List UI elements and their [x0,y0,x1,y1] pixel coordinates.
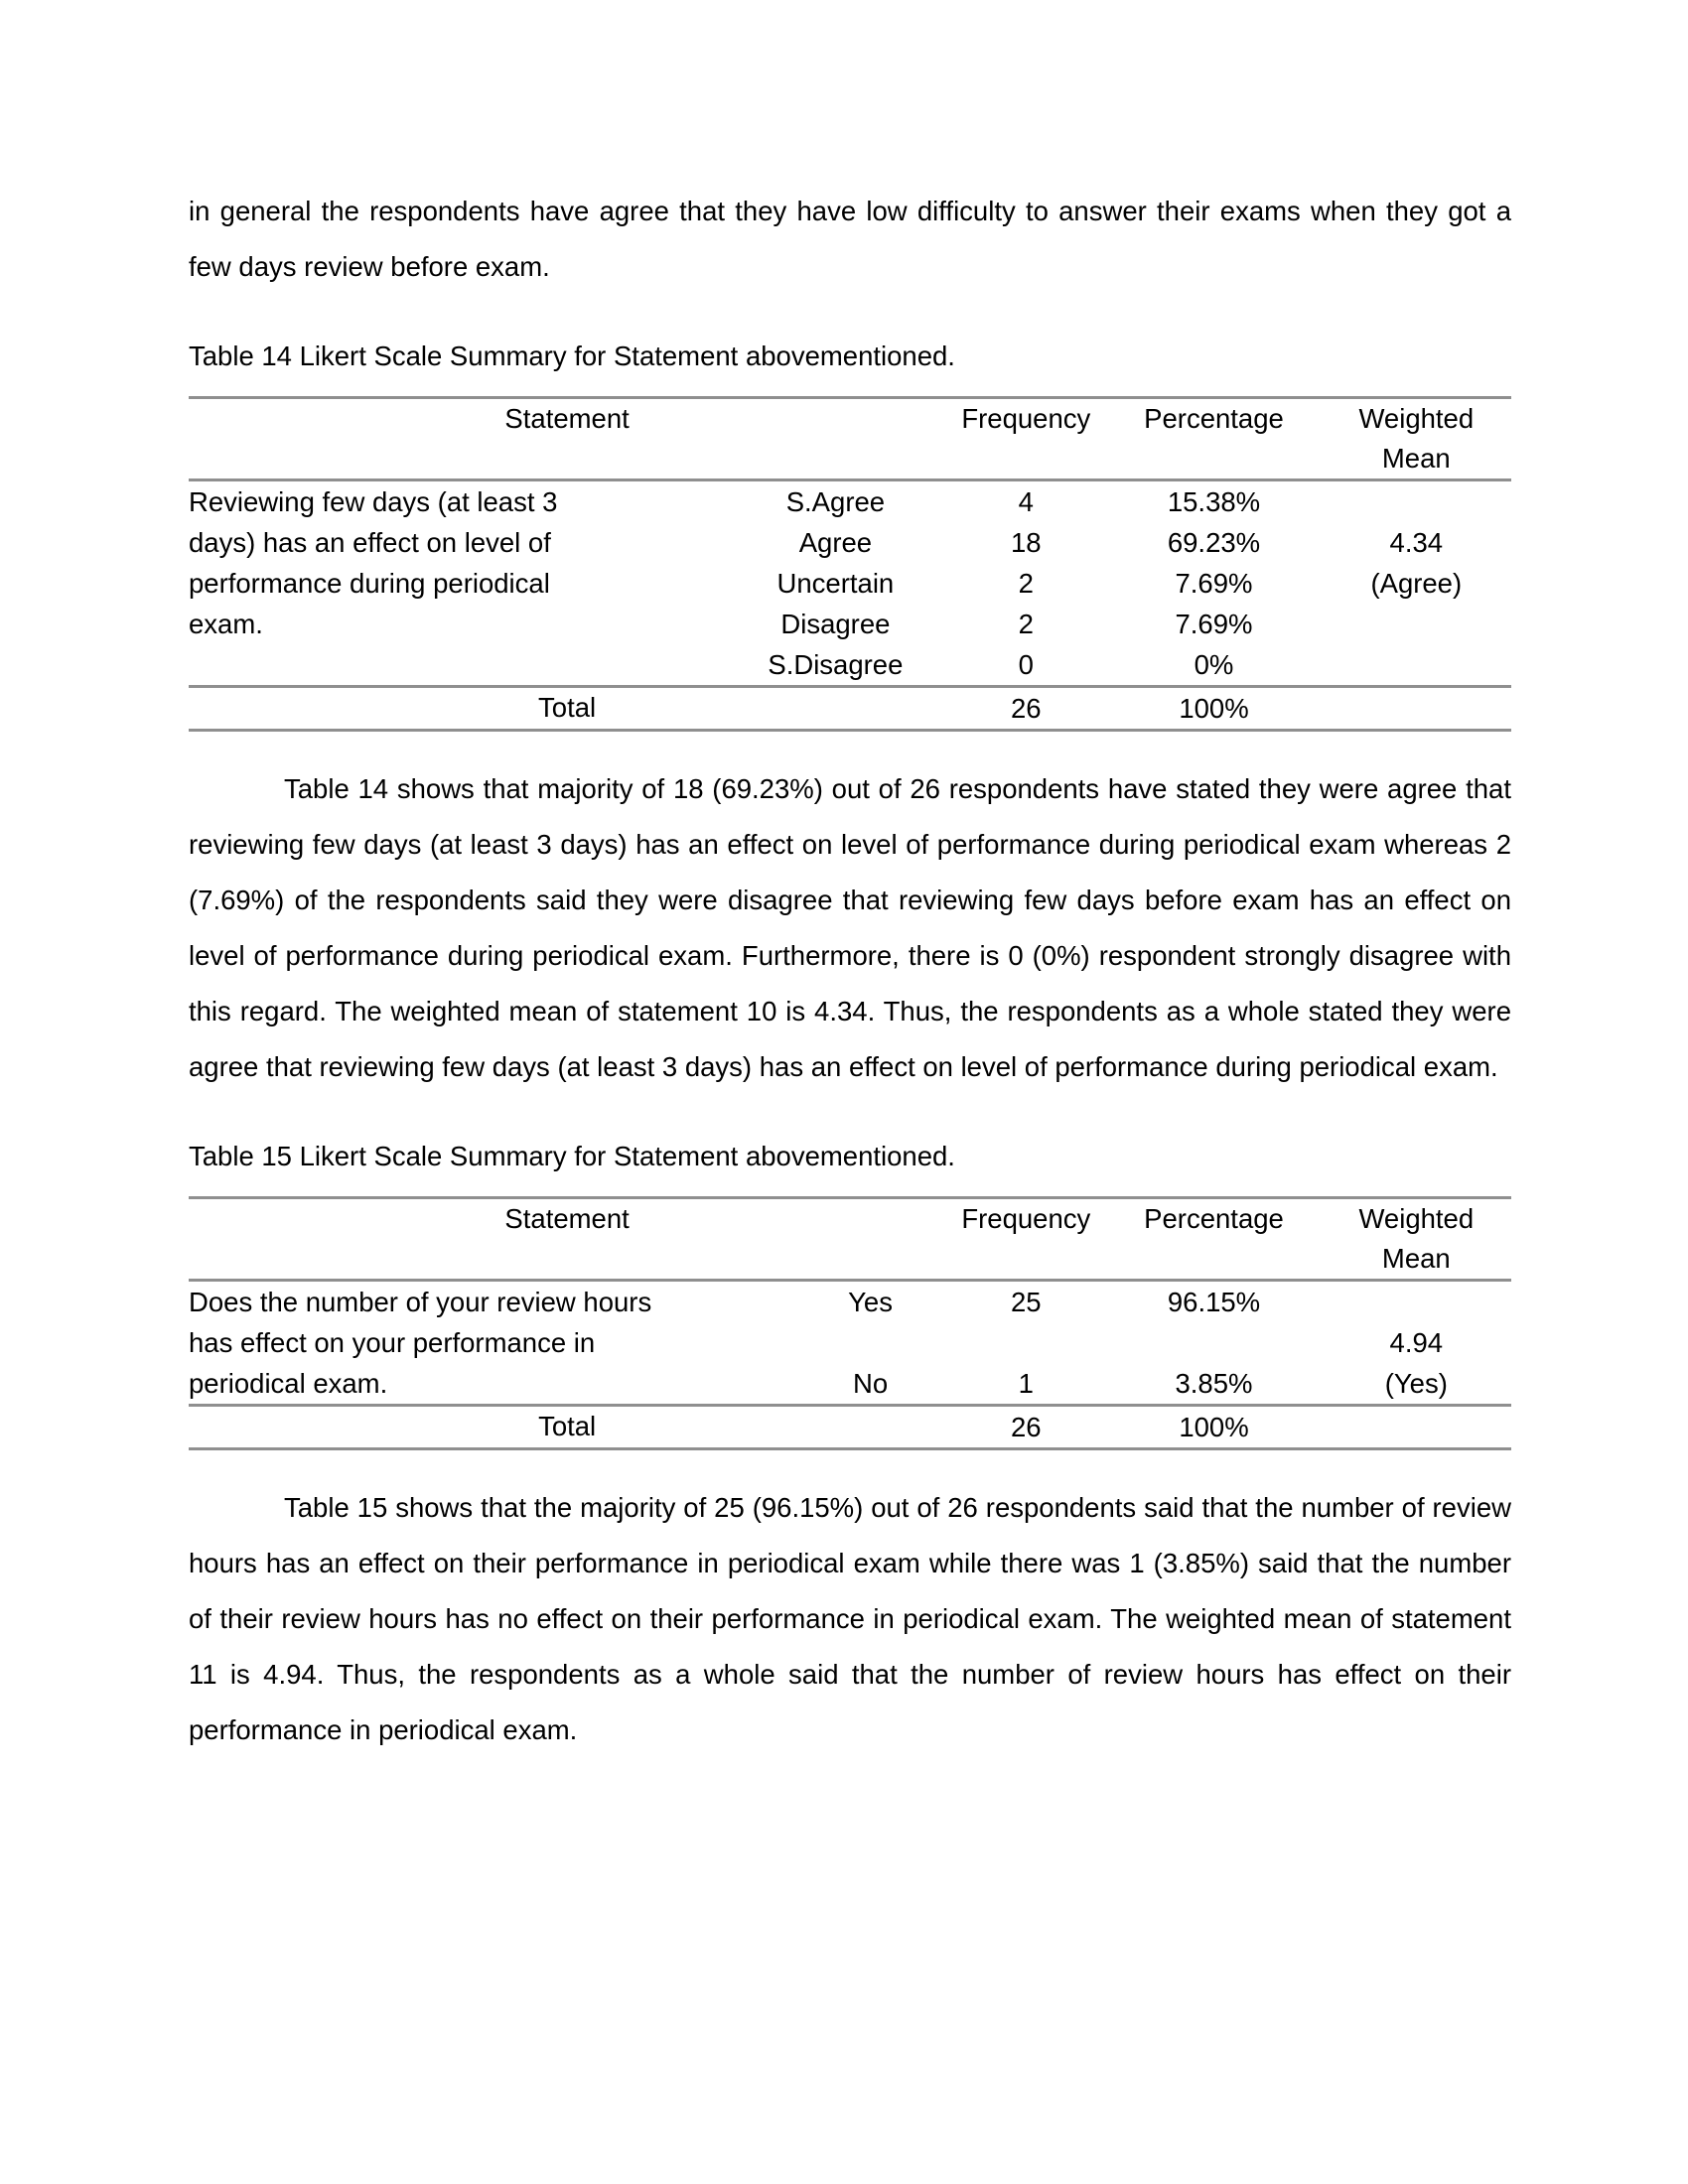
intro-paragraph: in general the respondents have agree that they have low difficulty to answer their exams when they got a few days review before exam. [189,196,1511,282]
option-label: Uncertain [776,568,895,599]
option-label: S.Agree [785,486,886,517]
table-14-body-row [189,481,1511,685]
header-weighted-mean-line1: Weighted [1358,403,1475,434]
total-percentage: 100% [1179,1412,1249,1442]
total-frequency: 26 [1011,1412,1042,1442]
table-14-options [726,481,946,685]
table-15-total-row [189,1407,1511,1447]
table-15-options [795,1282,945,1404]
header-weighted-mean-line2: Mean [1381,443,1451,474]
option-label: S.Disagree [768,649,904,680]
percentage-value: 0% [1194,649,1234,680]
table-14-percentages [1106,481,1321,685]
table-14-weighted-mean [1322,481,1511,685]
table-15-percentages [1106,1282,1321,1404]
header-weighted-mean-line1: Weighted [1358,1203,1475,1234]
weighted-mean-value: 4.34 [1389,527,1444,558]
table-14-statement [189,481,726,685]
frequency-value: 2 [1018,568,1034,599]
table-15-bottom-rule [189,1447,1511,1450]
weighted-mean-label: (Yes) [1384,1368,1448,1399]
percentage-value: 7.69% [1175,609,1253,639]
header-weighted-mean [1322,399,1511,478]
frequency-value: 18 [1010,527,1042,558]
frequency-value: 0 [1018,649,1034,680]
header-frequency: Frequency [961,1203,1091,1234]
table-15 [189,1196,1511,1450]
percentage-value: 69.23% [1167,527,1261,558]
paragraph-after-table-15: Table 15 shows that the majority of 25 (96.15%) out of 26 respondents said that the number of review hours has an effect on their performance in periodical exam while there was 1 (3.85%) said that the number of their review hours has no effect on their performance in periodical exam. The weighted mean of statement 11 is 4.94. Thus, the respondents as a whole said that the number of review hours has effect on their performance in periodical exam. [189,1492,1511,1745]
table-14-total-row [189,688,1511,729]
table-15-caption: Table 15 Likert Scale Summary for Statement abovementioned. [189,1141,955,1171]
percentage-value: 7.69% [1175,568,1253,599]
statement-line: Reviewing few days (at least 3 [189,486,558,517]
option-label: Yes [848,1287,893,1317]
weighted-mean-value: 4.94 [1389,1327,1444,1358]
statement-line: performance during periodical [189,568,550,599]
total-label: Total [538,1411,597,1441]
option-label: Disagree [780,609,891,639]
statement-line: periodical exam. [189,1368,388,1399]
header-statement: Statement [504,403,630,434]
paragraph-after-table-14: Table 14 shows that majority of 18 (69.23%) out of 26 respondents have stated they were agree that reviewing few days (at least 3 days) has an effect on level of performance during periodical exam whereas 2 (7.69%) of the respondents said they were disagree that reviewing few days before exam has an effect on level of performance during periodical exam. Furthermore, there is 0 (0%) respondent strongly disagree with this regard. The weighted mean of statement 10 is 4.34. Thus, the respondents as a whole stated they were agree that reviewing few days (at least 3 days) has an effect on level of performance during periodical exam. [189,773,1511,1082]
frequency-value: 2 [1018,609,1034,639]
option-label: Agree [798,527,873,558]
table-14-frequencies [945,481,1106,685]
statement-line: has effect on your performance in [189,1327,596,1358]
percentage-value: 3.85% [1175,1368,1253,1399]
horizontal-rule [189,729,1511,732]
horizontal-rule [189,1447,1511,1450]
weighted-mean-label: (Agree) [1370,568,1463,599]
table-14-bottom-rule [189,729,1511,732]
table-14-caption: Table 14 Likert Scale Summary for Statement abovementioned. [189,341,955,371]
header-percentage: Percentage [1144,403,1284,434]
total-frequency: 26 [1010,693,1042,724]
percentage-value: 15.38% [1167,486,1261,517]
frequency-value: 1 [1018,1368,1034,1399]
table-14-header-row [189,399,1511,478]
table-15-statement [189,1282,795,1404]
option-label: No [852,1368,889,1399]
header-weighted-mean-line2: Mean [1381,1243,1451,1274]
table-15-weighted-mean [1322,1282,1511,1404]
statement-line: days) has an effect on level of [189,527,551,558]
statement-line: Does the number of your review hours [189,1287,652,1317]
table-15-body-row [189,1282,1511,1404]
header-percentage: Percentage [1144,1203,1284,1234]
table-15-header-row [189,1199,1511,1279]
statement-line: exam. [189,609,263,639]
table-15-frequencies [945,1282,1106,1404]
table-15-wrapper [189,1196,1511,1450]
frequency-value: 25 [1011,1287,1042,1317]
header-frequency: Frequency [961,403,1091,434]
total-weighted-mean [1322,1407,1511,1447]
frequency-value: 4 [1018,486,1034,517]
total-label: Total [538,692,597,723]
total-weighted-mean [1322,688,1511,729]
table-14-wrapper [189,396,1511,732]
percentage-value: 96.15% [1167,1287,1261,1317]
header-weighted-mean [1322,1199,1511,1279]
header-statement: Statement [504,1203,630,1234]
table-14 [189,396,1511,732]
total-percentage: 100% [1179,693,1249,724]
